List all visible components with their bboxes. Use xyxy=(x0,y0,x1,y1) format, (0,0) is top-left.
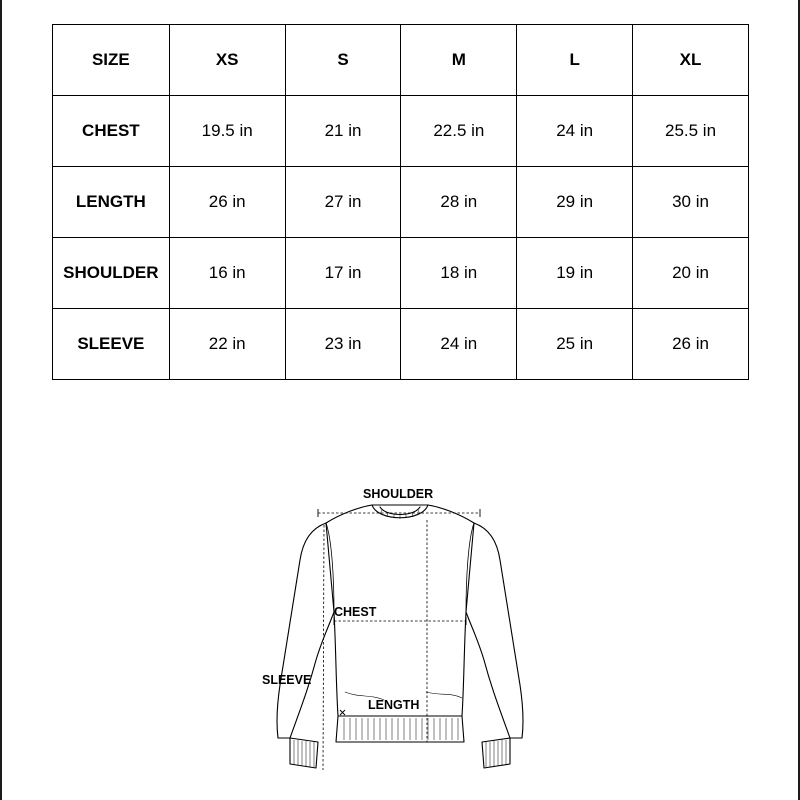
sweatshirt-measurement-diagram xyxy=(250,480,550,780)
table-row xyxy=(53,167,749,238)
sleeve-label: SLEEVE xyxy=(262,673,312,687)
table-cell: 30 in xyxy=(633,167,749,238)
table-cell: 23 in xyxy=(285,309,401,380)
table-cell: 19 in xyxy=(517,238,633,309)
table-cell: 25 in xyxy=(517,309,633,380)
table-cell: 25.5 in xyxy=(633,96,749,167)
table-cell: 21 in xyxy=(285,96,401,167)
table-cell: 24 in xyxy=(401,309,517,380)
table-cell: 22 in xyxy=(169,309,285,380)
table-cell: 16 in xyxy=(169,238,285,309)
table-cell: 26 in xyxy=(169,167,285,238)
table-cell: 26 in xyxy=(633,309,749,380)
right-sleeve-outline xyxy=(466,523,523,738)
row-label-sleeve: SLEEVE xyxy=(53,309,170,380)
table-cell: 20 in xyxy=(633,238,749,309)
table-cell: 18 in xyxy=(401,238,517,309)
table-cell: 29 in xyxy=(517,167,633,238)
table-header-row xyxy=(53,25,749,96)
table-cell: 22.5 in xyxy=(401,96,517,167)
header-size-corner: SIZE xyxy=(53,25,170,96)
table-row xyxy=(53,309,749,380)
header-size-l: L xyxy=(517,25,633,96)
chest-label: CHEST xyxy=(334,605,377,619)
header-size-xs: XS xyxy=(169,25,285,96)
waistband xyxy=(336,716,464,742)
table-cell: 17 in xyxy=(285,238,401,309)
row-label-shoulder: SHOULDER xyxy=(53,238,170,309)
length-label: LENGTH xyxy=(368,698,420,712)
header-size-xl: XL xyxy=(633,25,749,96)
table-cell: 24 in xyxy=(517,96,633,167)
table-cell: 19.5 in xyxy=(169,96,285,167)
left-sleeve-outline xyxy=(277,523,334,738)
shoulder-label: SHOULDER xyxy=(363,487,434,501)
size-chart-table xyxy=(52,24,749,380)
page-border-left xyxy=(0,0,2,800)
row-label-chest: CHEST xyxy=(53,96,170,167)
row-label-length: LENGTH xyxy=(53,167,170,238)
table-row xyxy=(53,96,749,167)
header-size-m: M xyxy=(401,25,517,96)
header-size-s: S xyxy=(285,25,401,96)
table-row xyxy=(53,238,749,309)
sleeve-measure-line xyxy=(323,525,324,770)
table-cell: 27 in xyxy=(285,167,401,238)
table-cell: 28 in xyxy=(401,167,517,238)
